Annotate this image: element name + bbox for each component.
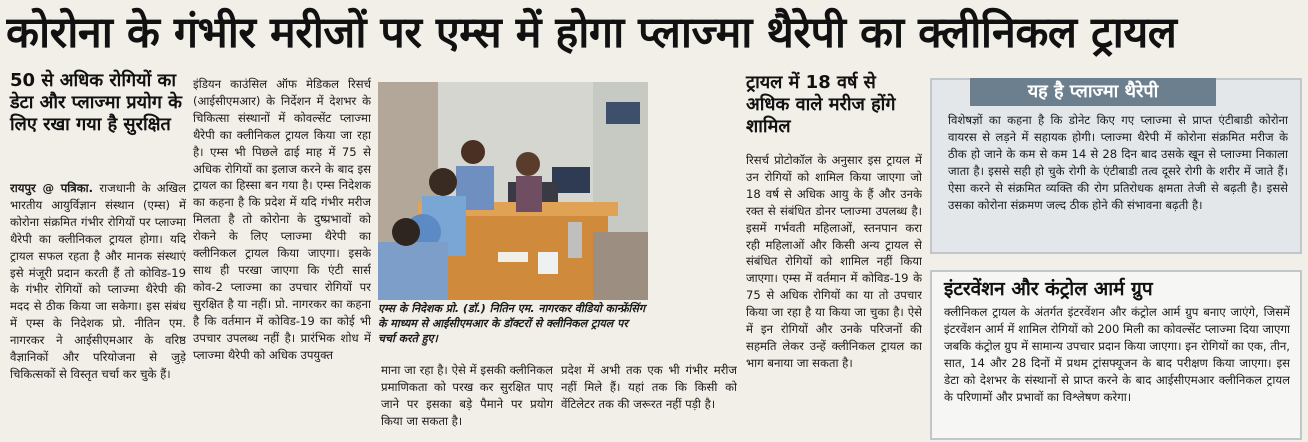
headline: कोरोना के गंभीर मरीजों पर एम्स में होगा प्लाज्मा थैरेपी का क्लीनिकल ट्रायल <box>6 8 1177 58</box>
control-arm-heading: इंटरवेंशन और कंट्रोल आर्म ग्रुप <box>944 278 1153 300</box>
col1-text <box>10 180 186 438</box>
news-photo <box>378 82 648 300</box>
dateline: रायपुर @ पत्रिका. <box>10 181 94 195</box>
control-arm-body: क्लीनिकल ट्रायल के अंतर्गत इंटरवेंशन और कंट्रोल आर्म ग्रुप बनाए जाएंगे, जिसमें इंटरवेंशन आर्म में शामिल रोगियों को 200 मिली का कोवल्सेंट प्लाज्मा दिया जाएगा जबकि कंट्रोल ग्रुप में सामान्य उपचार प्रदान किया जाएगा। इन रोगियों का एक, तीन, सात, 14 और 28 दिनों में प्रथम ट्रांसफ्यूजन के बाद परीक्षण किया जाएगा। इस डेटा को देशभर के संस्थानों से प्राप्त करने के बाद आईसीएमआर क्लीनिकल ट्रायल के परिणामों और प्रभावों का विश्लेषण करेगा। <box>944 305 1290 404</box>
plasma-therapy-heading: यह है प्लाज्मा थैरेपी <box>970 78 1216 106</box>
col3-body: माना जा रहा है। ऐसे में इसकी क्लीनिकल प्रमाणिकता को परख कर सुरक्षित पाए जाने पर इसका बड़े पैमाने पर प्रयोग किया जा सकता है। <box>381 363 553 428</box>
col5-subhead: ट्रायल में 18 वर्ष से अधिक वाले मरीज होंगे शामिल <box>746 72 896 137</box>
col1-subhead: 50 से अधिक रोगियों का डेटा और प्लाज्मा प्रयोग के लिए रखा गया है सुरक्षित <box>10 70 182 135</box>
col2-body: इंडियन काउंसिल ऑफ मेडिकल रिसर्च (आईसीएमआर) के निर्देशन में देशभर के चिकित्सा संस्थानों में कोवल्सेंट प्लाज्मा थैरेपी का क्लीनिकल ट्रायल किया जा रहा है। एम्स भी पिछले ढाई माह में 75 से अधिक रोगियों का इलाज करने के बाद इस ट्रायल का हिस्सा बन गया है। एम्स निदेशक का कहना है कि प्रदेश में यदि गंभीर मरीज मिलता है तो कोरोना के दुष्प्रभावों को रोकने के लिए प्लाज्मा थैरेपी का क्लीनिकल ट्रायल किया जाएगा। इसके साथ ही परखा जाएगा कि एंटी सार्स कोव-2 प्लाज्मा का उपचार रोगियों पर सुरक्षित है या नहीं। प्रो. नागरकर का कहना है कि वर्तमान में कोविड-19 का कोई भी उपचार उपलब्ध नहीं है। प्रारंभिक शोध में प्लाज्मा थैरेपी को अधिक उपयुक्त <box>193 77 371 362</box>
col4-body: प्रदेश में अभी तक एक भी गंभीर मरीज नहीं मिले हैं। यहां तक कि किसी को वेंटिलेटर तक की जरूरत नहीं पड़ी है। <box>561 363 737 411</box>
photo-caption: एम्स के निदेशक प्रो. (डॉ.) नितिन एम. नागरकर वीडियो कान्फ्रेंसिंग के माध्यम से आईसीएमआर के डॉक्टरों से क्लीनिकल ट्रायल पर चर्चा करते हुए। <box>378 302 646 345</box>
col1-body: राजधानी के अखिल भारतीय आयुर्विज्ञान संस्थान (एम्स) में कोरोना संक्रमित गंभीर रोगियों पर प्लाज्मा थैरेपी का क्लीनिकल ट्रायल होगा। यदि ट्रायल सफल रहता है और मानक संस्थाएं इसे मंजूरी प्रदान करती हैं तो कोविड-19 के गंभीर रोगियों को प्लाज्मा थैरेपी की मदद से ठीक किया जा सकेगा। इस संबंध में एम्स के निदेशक प्रो. नीतिन एम. नागरकर ने आईसीएमआर के वरिष्ठ वैज्ञानिकों और परियोजना से जुड़े चिकित्सकों से विस्तृत चर्चा कर चुके हैं। <box>10 181 186 381</box>
plasma-therapy-body: विशेषज्ञों का कहना है कि डोनेट किए गए प्लाज्मा से प्राप्त एंटीबाडी कोरोना वायरस से लड़ने में सहायक होगी। प्लाज्मा थैरेपी में कोरोना संक्रमित मरीज के ठीक हो जाने के कम से कम 14 से 28 दिन बाद उसके खून से प्लाज्मा निकाला जाता है। इससे सही हो चुके रोगी के एंटीबाडी तत्व दूसरे रोगी के शरीर में जाते हैं। ऐसा करने से संक्रमित व्यक्ति की रोग प्रतिरोधक क्षमता तेजी से बढ़ती है। इससे उसका कोरोना संक्रमण जल्द ठीक होने की संभावना बढ़ती है। <box>948 113 1288 212</box>
col5-body: रिसर्च प्रोटोकॉल के अनुसार इस ट्रायल में उन रोगियों को शामिल किया जाएगा जो 18 वर्ष से अधिक आयु के हैं और उनके रक्त से संबंधित डोनर प्लाज्मा उपलब्ध है। इसमें गर्भवती महिलाओं, स्तनपान करा रही महिलाओं और किसी अन्य ट्रायल से संबंधित रोगियों को शामिल नहीं किया जाएगा। एम्स में वर्तमान में कोविड-19 के 75 से अधिक रोगियों का या तो उपचार किया जा रहा है या किया जा चुका है। ऐसे में इन रोगियों और उनके परिजनों की सहमति लेकर उन्हें क्लीनिकल ट्रायल का भाग बनाया जा सकता है। <box>746 153 922 370</box>
